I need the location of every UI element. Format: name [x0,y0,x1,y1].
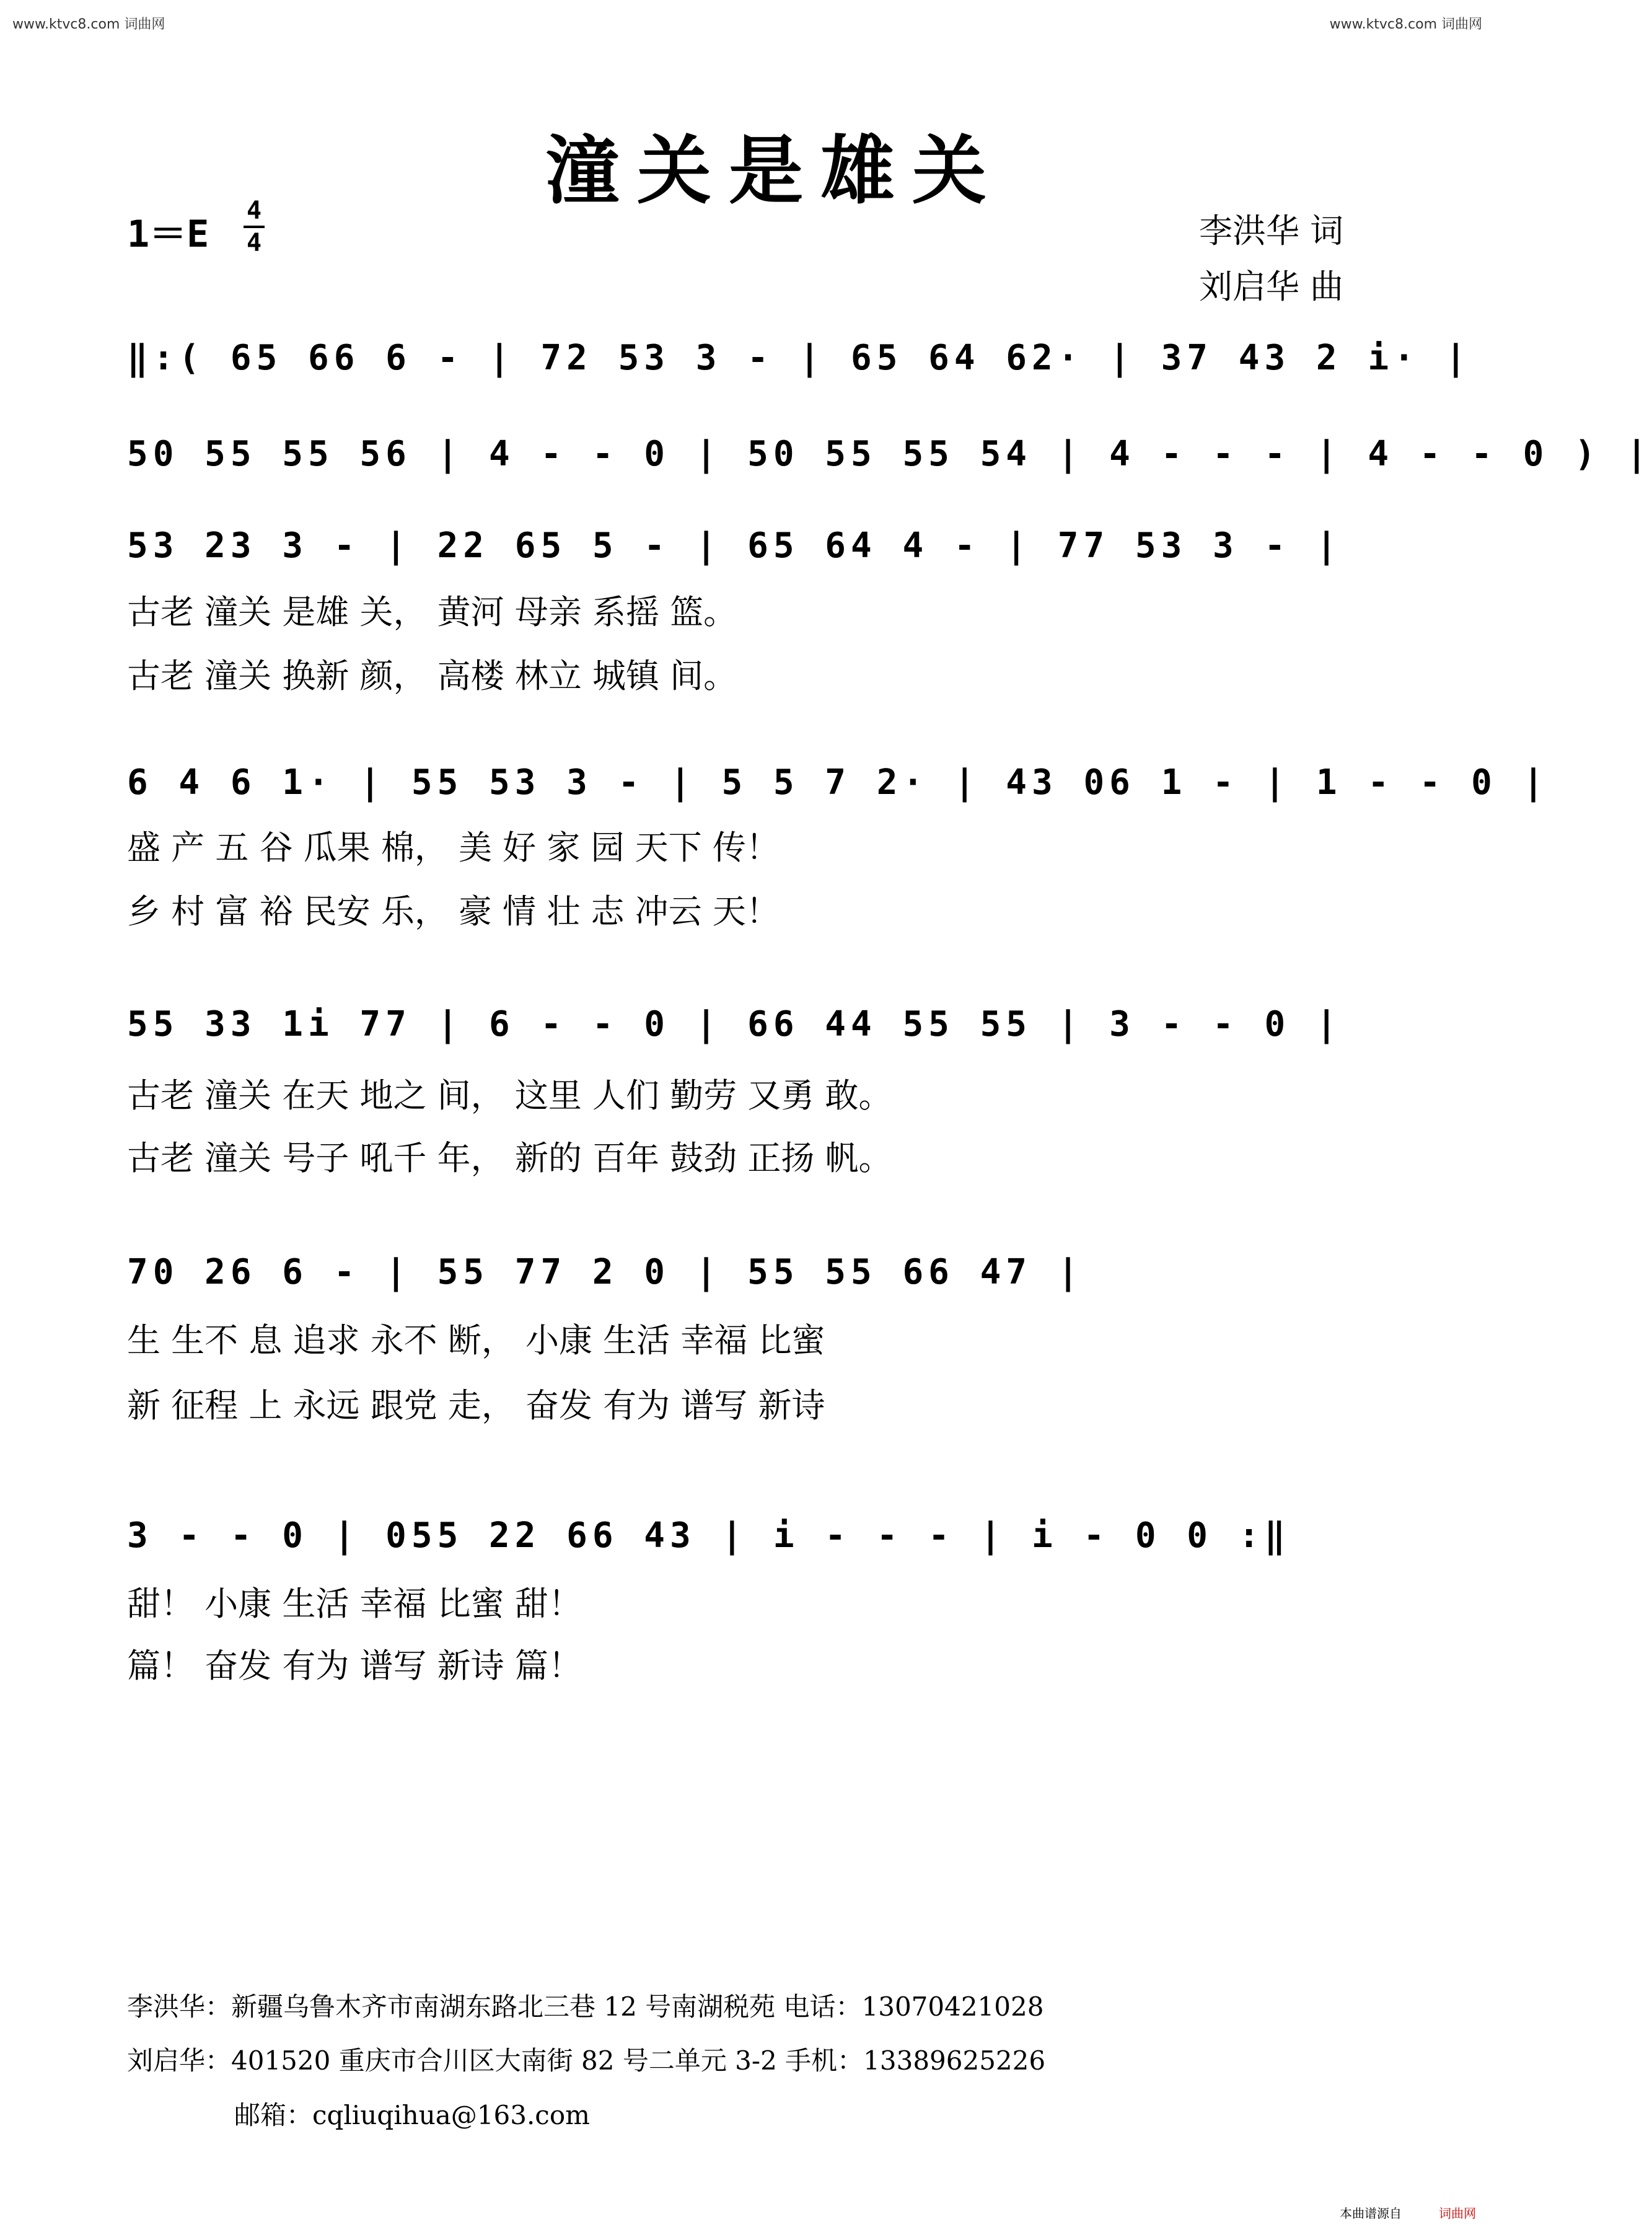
composer-credit: 刘启华 曲 [1199,267,1344,306]
lyric-verse-1: 古老 潼关 是雄 关， 黄河 母亲 系摇 篮。 [127,593,737,632]
lyric-verse-1: 盛 产 五 谷 瓜果 棉， 美 好 家 园 天下 传！ [127,828,780,867]
source-mark-site: 词曲网 [1439,2203,1476,2221]
lyric-verse-2: 古老 潼关 号子 吼千 年， 新的 百年 鼓劲 正扬 帆。 [127,1139,892,1178]
contact-composer: 刘启华：401520 重庆市合川区大南街 82 号二单元 3-2 手机：13389625226 [127,2045,1046,2076]
notation-system-1: ‖:( 65 66 6 - | 72 53 3 - | 65 64 62· | 37 43 2 i· | [127,338,1472,378]
notation-system-6: 70 26 6 - | 55 77 2 0 | 55 55 66 47 | [127,1252,1084,1292]
lyric-verse-1: 甜！ 小康 生活 幸福 比蜜 甜！ [127,1584,582,1623]
notation-system-4: 6 4 6 1· | 55 53 3 - | 5 5 7 2· | 43 06 1 - | 1 - - 0 | [127,762,1549,803]
lyric-verse-2: 古老 潼关 换新 颜， 高楼 林立 城镇 间。 [127,656,737,695]
notation-system-5: 55 33 1i 77 | 6 - - 0 | 66 44 55 55 | 3 - - 0 | [127,1004,1342,1044]
lyric-verse-2: 篇！ 奋发 有为 谱写 新诗 篇！ [127,1646,582,1685]
song-title: 潼关是雄关 [545,127,1004,214]
lyric-verse-2: 新 征程 上 永远 跟党 走， 奋发 有为 谱写 新诗 [127,1386,825,1425]
corner-watermark-left: www.ktvc8.com 词曲网 [12,17,165,32]
lyric-verse-1: 古老 潼关 在天 地之 间， 这里 人们 勤劳 又勇 敢。 [127,1076,892,1115]
lyric-verse-2: 乡 村 富 裕 民安 乐， 豪 情 壮 志 冲云 天！ [127,892,780,931]
source-mark: 本曲谱源自 [1340,2203,1402,2221]
lyric-verse-1: 生 生不 息 追求 永不 断， 小康 生活 幸福 比蜜 [127,1321,825,1360]
time-signature [244,197,265,257]
notation-system-2: 50 55 55 56 | 4 - - 0 | 50 55 55 54 | 4 - - - | 4 - - 0 ) | [127,434,1652,474]
contact-lyricist: 李洪华：新疆乌鲁木齐市南湖东路北三巷 12 号南湖税苑 电话：13070421028 [127,1991,1044,2022]
lyricist-credit: 李洪华 词 [1199,211,1344,250]
notation-system-3: 53 23 3 - | 22 65 5 - | 65 64 4 - | 77 53 3 - | [127,526,1342,566]
fraction-bar [244,226,265,228]
time-signature-bottom: 4 [246,229,262,257]
contact-email: 邮箱：cqliuqihua@163.com [234,2100,590,2130]
time-signature-top: 4 [246,196,262,225]
key-signature: 1＝E [127,213,209,256]
corner-watermark-right: www.ktvc8.com 词曲网 [1329,17,1482,32]
notation-system-7: 3 - - 0 | 055 22 66 43 | i - - - | i - 0 0 :‖ [127,1515,1291,1556]
